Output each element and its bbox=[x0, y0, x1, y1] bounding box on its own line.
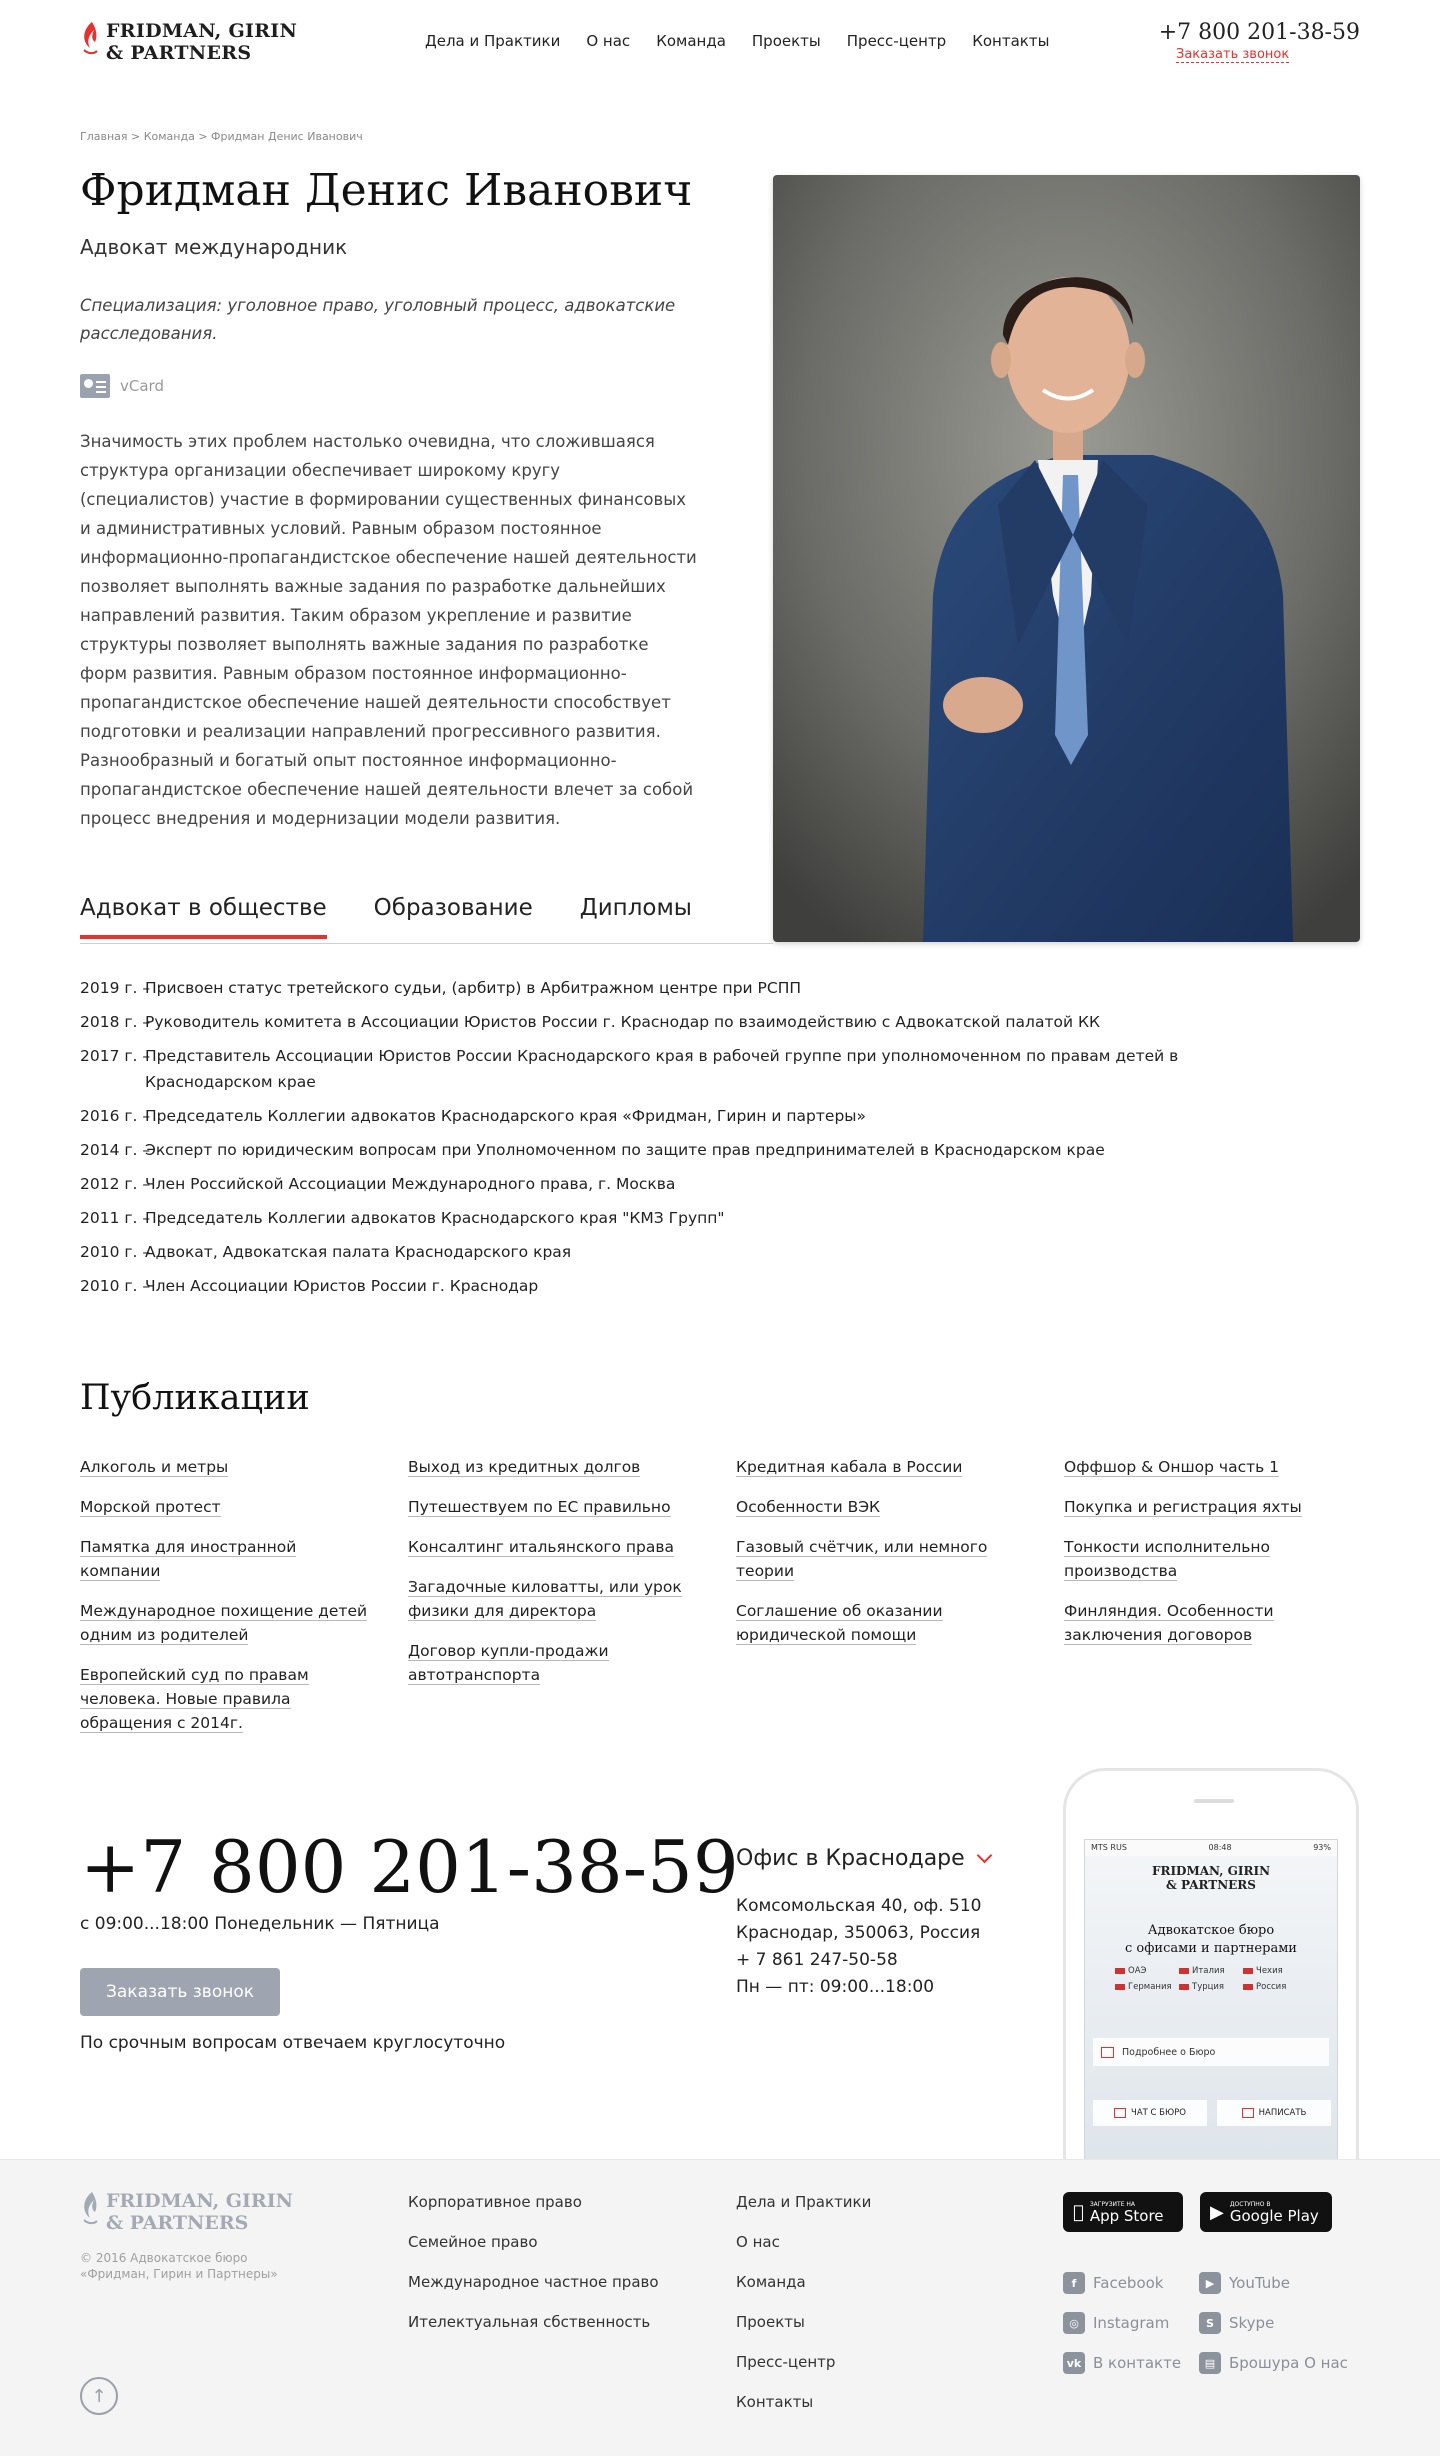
office-title: Офис в Краснодаре bbox=[736, 1846, 965, 1871]
footer-link[interactable]: О нас bbox=[736, 2233, 780, 2251]
timeline-text: Присвоен статус третейского судьи, (арбитр) в Арбитражном центре при РСПП bbox=[145, 979, 802, 997]
social-links bbox=[1063, 2272, 1369, 2374]
timeline-row bbox=[80, 1103, 1180, 1129]
publication-link[interactable]: Особенности ВЭК bbox=[736, 1498, 881, 1516]
social-vkontakte[interactable] bbox=[1063, 2352, 1199, 2374]
timeline-row bbox=[80, 1239, 1180, 1265]
portrait-illustration bbox=[773, 175, 1360, 942]
publications-column bbox=[408, 1455, 736, 1735]
tab-education[interactable]: Образование bbox=[373, 895, 533, 921]
home-icon bbox=[1101, 2047, 1114, 2058]
app-store-badge[interactable] bbox=[1063, 2192, 1183, 2232]
address-line: Краснодар, 350063, Россия bbox=[736, 1923, 981, 1943]
flag-item: Россия bbox=[1243, 1982, 1307, 1992]
social-facebook[interactable] bbox=[1063, 2272, 1199, 2294]
timeline-row bbox=[80, 1171, 1180, 1197]
logo-flame-icon bbox=[80, 20, 100, 62]
publication-link[interactable]: Тонкости исполнительно производства bbox=[1064, 1538, 1271, 1580]
app-country-flags bbox=[1085, 1958, 1337, 2000]
appstore-label: App Store bbox=[1079, 2206, 1153, 2225]
publication-link[interactable]: Покупка и регистрация яхты bbox=[1064, 1498, 1302, 1516]
specialization: Специализация: уголовное право, уголовный процесс, адвокатские расследования. bbox=[80, 296, 676, 343]
status-carrier: MTS RUS bbox=[1091, 1843, 1127, 1852]
lawyer-photo bbox=[773, 175, 1360, 942]
publication-link[interactable]: Договор купли-продажи автотранспорта bbox=[408, 1642, 609, 1684]
app-title bbox=[1085, 1922, 1337, 1958]
app-logo-line-1: FRIDMAN, GIRIN bbox=[1151, 1864, 1271, 1878]
publication-link[interactable]: Выход из кредитных долгов bbox=[408, 1458, 641, 1476]
timeline-text: Представитель Ассоциации Юристов России Краснодарского края в рабочей группе при уполномоченном по правам детей в Краснодарском крае bbox=[145, 1047, 1179, 1091]
header-callback-link[interactable]: Заказать звонок bbox=[1176, 47, 1290, 62]
publication-link[interactable]: Соглашение об оказании юридической помощи bbox=[736, 1602, 943, 1644]
footer-link[interactable]: Международное частное право bbox=[408, 2273, 659, 2291]
footer-practices-list bbox=[408, 2193, 659, 2331]
publication-link[interactable]: Газовый счётчик, или немного теории bbox=[736, 1538, 988, 1580]
app-more-about bbox=[1093, 2038, 1329, 2066]
facebook-icon: f bbox=[1063, 2272, 1085, 2294]
timeline-year: 2018 г. – bbox=[80, 1013, 151, 1031]
arrow-up-icon: ↑ bbox=[91, 2385, 107, 2407]
timeline-text: Эксперт по юридическим вопросам при Уполномоченном по защите прав предпринимателей в Краснодарском крае bbox=[145, 1141, 1105, 1159]
flag-item: ОАЭ bbox=[1115, 1966, 1179, 1976]
timeline-row bbox=[80, 1205, 1180, 1231]
social-label: Skype bbox=[1229, 2314, 1275, 2332]
contact-hours: с 09:00...18:00 Понедельник — Пятница bbox=[80, 1914, 440, 1934]
footer-nav-list bbox=[736, 2193, 871, 2411]
tab-diplomas[interactable]: Дипломы bbox=[579, 895, 692, 921]
skype-icon: S bbox=[1199, 2312, 1221, 2334]
publications-title: Публикации bbox=[80, 1378, 310, 1418]
timeline-year: 2010 г. – bbox=[80, 1277, 151, 1295]
logo-line-2: & PARTNERS bbox=[106, 42, 252, 64]
phone-status-bar bbox=[1085, 1840, 1337, 1856]
youtube-icon: ▶ bbox=[1199, 2272, 1221, 2294]
status-time: 08:48 bbox=[1208, 1843, 1232, 1852]
timeline-list bbox=[80, 975, 1180, 1307]
timeline-row bbox=[80, 1043, 1180, 1095]
chevron-down-icon bbox=[976, 1848, 992, 1864]
social-youtube[interactable] bbox=[1199, 2272, 1369, 2294]
social-label: В контакте bbox=[1093, 2354, 1182, 2372]
nav-item-press[interactable]: Пресс-центр bbox=[846, 32, 947, 50]
social-label: YouTube bbox=[1229, 2274, 1290, 2292]
timeline-year: 2019 г. – bbox=[80, 979, 151, 997]
office-address bbox=[736, 1893, 981, 2001]
footer-link[interactable]: Проекты bbox=[736, 2313, 805, 2331]
footer-link[interactable]: Контакты bbox=[736, 2393, 814, 2411]
app-chat-button: ЧАТ С БЮРО bbox=[1093, 2100, 1207, 2126]
appstore-small-label: ЗАГРУЗИТЕ НА bbox=[1079, 2200, 1125, 2208]
footer-link[interactable]: Команда bbox=[736, 2273, 806, 2291]
publication-link[interactable]: Алкоголь и метры bbox=[80, 1458, 229, 1476]
address-hours: Пн — пт: 09:00...18:00 bbox=[736, 1977, 935, 1997]
publication-link[interactable]: Кредитная кабала в России bbox=[736, 1458, 963, 1476]
publication-link[interactable]: Финляндия. Особенности заключения договоров bbox=[1064, 1602, 1274, 1644]
header-phone[interactable]: +7 800 201-38-59 bbox=[1158, 20, 1360, 45]
footer-link[interactable]: Пресс-центр bbox=[736, 2353, 836, 2371]
page-title: Фридман Денис Иванович bbox=[80, 165, 693, 216]
nav-item-about[interactable]: О нас bbox=[586, 32, 631, 50]
address-phone[interactable]: + 7 861 247-50-58 bbox=[736, 1950, 898, 1970]
footer-logo[interactable] bbox=[80, 2190, 293, 2234]
app-title-line-1: Адвокатское бюро bbox=[1147, 1923, 1275, 1938]
footer-link[interactable]: Ителектуальная сбственность bbox=[408, 2313, 651, 2331]
publications-column bbox=[1064, 1455, 1392, 1735]
phone-screen bbox=[1084, 1839, 1338, 2168]
gplay-small-label: ДОСТУПНО В bbox=[1229, 2200, 1271, 2208]
app-write-button: НАПИСАТЬ bbox=[1217, 2100, 1331, 2126]
timeline-text: Руководитель комитета в Ассоциации Юристов России г. Краснодар по взаимодействию с Адвокатской палатой КК bbox=[145, 1013, 1100, 1031]
tabs-divider bbox=[80, 943, 773, 944]
footer-link[interactable]: Дела и Практики bbox=[736, 2193, 872, 2211]
flag-item: Италия bbox=[1179, 1966, 1243, 1976]
bio-text: Значимость этих проблем настолько очевидна, что сложившаяся структура организации обеспечивает широкому кругу (специалистов) участие в формировании существенных финансовых и административных условий. Равным образом постоянное информационно-пропагандистское обеспечение нашей деятельности позволяет выполнять важные задания по разработке дальнейших направлений развития. Таким образом укрепление и развитие структуры позволяет выполнять важные задания по разработке форм развития. Равным образом постоянное информационно-пропагандистское обеспечение нашей деятельности способствует подготовки и реализации направлений прогрессивного развития. Разнообразный и богатый опыт постоянное информационно-пропагандистское обеспечение нашей деятельности влечет за собой процесс внедрения и модернизации модели развития. bbox=[80, 432, 697, 828]
timeline-row bbox=[80, 1137, 1180, 1163]
flag-item: Чехия bbox=[1243, 1966, 1307, 1976]
timeline-year: 2010 г. – bbox=[80, 1243, 151, 1261]
app-title-line-2: с офисами и партнерами bbox=[1125, 1941, 1297, 1956]
pdf-icon: ▤ bbox=[1199, 2352, 1221, 2374]
publication-link[interactable]: Памятка для иностранной компании bbox=[80, 1538, 297, 1580]
vcard-label: vCard bbox=[120, 377, 164, 395]
app-logo-line-2: & PARTNERS bbox=[1166, 1878, 1256, 1892]
contact-phone[interactable]: +7 800 201-38-59 bbox=[80, 1825, 739, 1909]
publications-grid bbox=[80, 1455, 1360, 1735]
timeline-text: Адвокат, Адвокатская палата Краснодарского края bbox=[145, 1243, 572, 1261]
office-selector[interactable] bbox=[736, 1846, 990, 1871]
header-logo[interactable] bbox=[80, 20, 310, 70]
timeline-year: 2014 г. – bbox=[80, 1141, 151, 1159]
footer-logo-line-2: & PARTNERS bbox=[106, 2212, 249, 2234]
publication-link[interactable]: Международное похищение детей одним из родителей bbox=[80, 1602, 368, 1644]
scroll-to-top-button[interactable] bbox=[80, 2377, 118, 2415]
callback-button[interactable]: Заказать звонок bbox=[80, 1968, 280, 2016]
timeline-text: Председатель Коллегии адвокатов Краснодарского края «Фридман, Гирин и партеры» bbox=[145, 1107, 867, 1125]
copyright-line-2: «Фридман, Гирин и Партнеры» bbox=[80, 2267, 278, 2281]
publication-link[interactable]: Загадочные киловатты, или урок физики для директора bbox=[408, 1578, 682, 1620]
address-line: Комсомольская 40, оф. 510 bbox=[736, 1896, 982, 1916]
footer-link[interactable]: Семейное право bbox=[408, 2233, 538, 2251]
timeline-year: 2012 г. – bbox=[80, 1175, 151, 1193]
status-battery: 93% bbox=[1313, 1843, 1331, 1852]
phone-speaker bbox=[1194, 1799, 1234, 1803]
google-play-badge[interactable] bbox=[1200, 2192, 1332, 2232]
publications-column bbox=[80, 1455, 408, 1735]
footer-copyright bbox=[80, 2250, 278, 2282]
timeline-text: Член Российской Ассоциации Международного права, г. Москва bbox=[145, 1175, 676, 1193]
timeline-row bbox=[80, 975, 1180, 1001]
timeline-year: 2016 г. – bbox=[80, 1107, 151, 1125]
social-label: Брошура О нас bbox=[1229, 2354, 1348, 2372]
main-nav bbox=[425, 32, 1049, 50]
urgent-note: По срочным вопросам отвечаем круглосуточно bbox=[80, 2033, 506, 2053]
social-skype[interactable] bbox=[1199, 2312, 1369, 2334]
logo-flame-icon bbox=[80, 2190, 100, 2232]
app-logo bbox=[1085, 1864, 1337, 1892]
profile-tabs bbox=[80, 895, 773, 939]
vcard-icon bbox=[80, 374, 110, 398]
timeline-year: 2017 г. – bbox=[80, 1047, 151, 1065]
brochure-link[interactable] bbox=[1199, 2352, 1369, 2374]
vk-icon: vk bbox=[1063, 2352, 1085, 2374]
logo-line-1: FRIDMAN, GIRIN bbox=[106, 20, 298, 42]
publication-link[interactable]: Оффшор & Оншор часть 1 bbox=[1064, 1458, 1280, 1476]
nav-item-team[interactable]: Команда bbox=[656, 32, 726, 50]
timeline-row bbox=[80, 1273, 1180, 1299]
app-more-label: Подробнее о Бюро bbox=[1122, 2046, 1216, 2058]
footer-logo-line-1: FRIDMAN, GIRIN bbox=[106, 2190, 293, 2212]
breadcrumb[interactable]: Главная > Команда > Фридман Денис Иванович bbox=[80, 130, 363, 143]
flag-item: Германия bbox=[1115, 1982, 1179, 1992]
publications-column bbox=[736, 1455, 1064, 1735]
footer-link[interactable]: Корпоративное право bbox=[408, 2193, 582, 2211]
publication-link[interactable]: Путешествуем по ЕС правильно bbox=[408, 1498, 671, 1516]
publication-link[interactable]: Европейский суд по правам человека. Новые правила обращения с 2014г. bbox=[80, 1666, 309, 1732]
timeline-text: Член Ассоциации Юристов России г. Краснодар bbox=[145, 1277, 539, 1295]
publication-link[interactable]: Консалтинг итальянского права bbox=[408, 1538, 674, 1556]
app-action-buttons bbox=[1093, 2100, 1331, 2126]
timeline-text: Председатель Коллегии адвокатов Краснодарского края "КМЗ Групп" bbox=[145, 1209, 725, 1227]
vcard-link[interactable] bbox=[80, 374, 164, 398]
app-phone-mockup bbox=[1063, 1768, 1359, 2168]
social-instagram[interactable] bbox=[1063, 2312, 1199, 2334]
nav-item-contacts[interactable]: Контакты bbox=[972, 32, 1050, 50]
play-icon: ▶ bbox=[1210, 2201, 1224, 2223]
apple-icon bbox=[1073, 2202, 1084, 2223]
flag-item: Турция bbox=[1179, 1982, 1243, 1992]
copyright-line-1: © 2016 Адвокатское бюро bbox=[80, 2251, 248, 2265]
instagram-icon: ◎ bbox=[1063, 2312, 1085, 2334]
social-label: Facebook bbox=[1093, 2274, 1164, 2292]
nav-item-practices[interactable]: Дела и Практики bbox=[425, 32, 561, 50]
lawyer-role: Адвокат международник bbox=[80, 235, 348, 259]
timeline-year: 2011 г. – bbox=[80, 1209, 151, 1227]
gplay-label: Google Play bbox=[1229, 2206, 1319, 2225]
timeline-row bbox=[80, 1009, 1180, 1035]
social-label: Instagram bbox=[1093, 2314, 1170, 2332]
publication-link[interactable]: Морской протест bbox=[80, 1498, 221, 1516]
tab-society[interactable]: Адвокат в обществе bbox=[80, 895, 327, 939]
nav-item-projects[interactable]: Проекты bbox=[751, 32, 821, 50]
